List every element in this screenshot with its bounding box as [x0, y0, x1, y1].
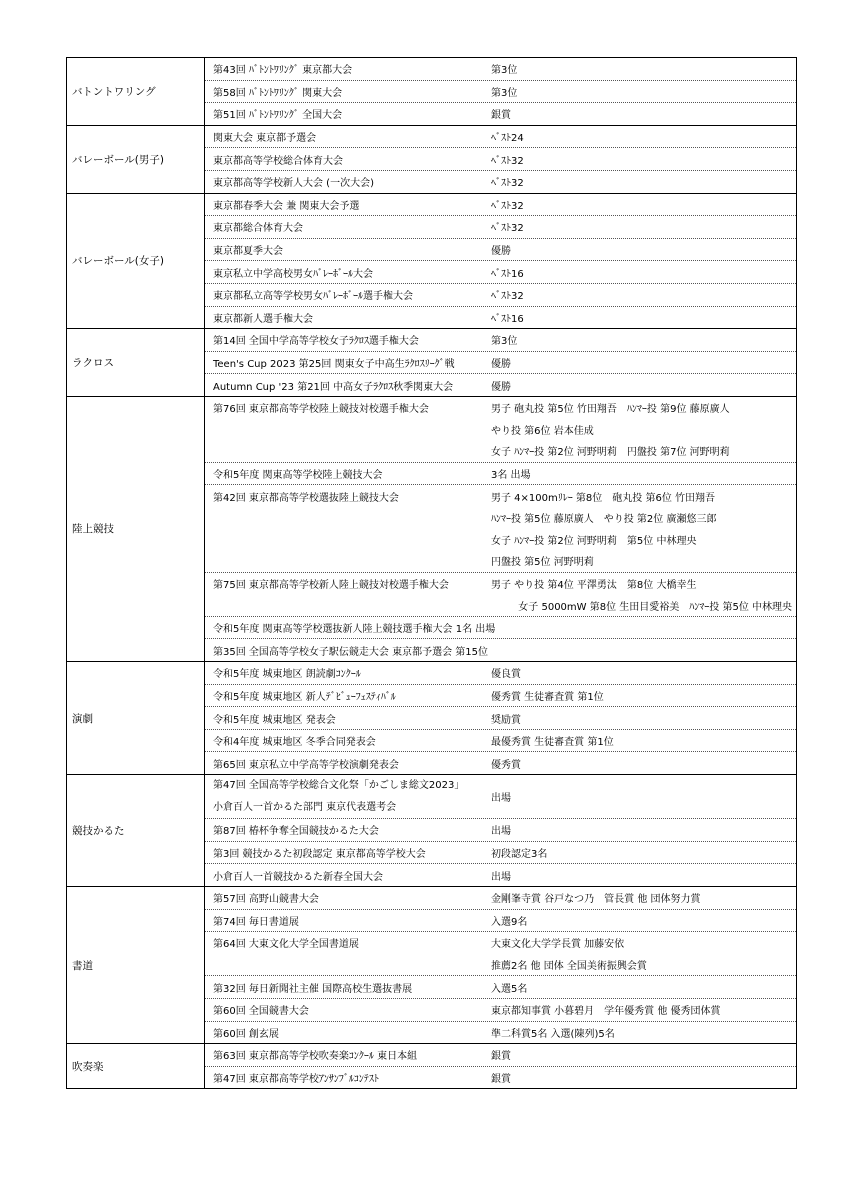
category-name: バレーボール(男子) — [67, 126, 205, 193]
event-name: 令和5年度 関東高等学校陸上競技大会 — [213, 469, 383, 481]
result-text: 円盤投 第5位 河野明莉 — [491, 557, 594, 569]
event-line — [205, 528, 796, 550]
category-rows — [205, 887, 796, 1043]
event-line — [205, 216, 796, 238]
result-text: 初段認定3名 — [491, 849, 548, 861]
event-line — [205, 103, 796, 125]
event-line — [205, 775, 796, 818]
event-name: 第3回 競技かるた初段認定 東京都高等学校大会 — [213, 849, 426, 861]
result-text: ﾍﾞｽﾄ32 — [491, 223, 524, 235]
category-rows — [205, 775, 796, 886]
category-name: 演劇 — [67, 662, 205, 774]
event-line — [205, 752, 796, 774]
event-line — [205, 194, 796, 216]
result-text: 第3位 — [491, 336, 518, 348]
event-line — [205, 617, 796, 639]
category-rows — [205, 397, 796, 661]
category-section — [67, 886, 796, 1043]
result-text: 入選5名 — [491, 983, 528, 995]
event-line — [205, 284, 796, 306]
category-section — [67, 661, 796, 774]
category-name: 書道 — [67, 887, 205, 1043]
result-text: ﾍﾞｽﾄ32 — [491, 178, 524, 190]
event-line — [205, 1022, 796, 1044]
result-text: 金剛峯寺賞 谷戸なつ乃 管長賞 他 団体努力賞 — [491, 894, 701, 906]
event-line — [205, 707, 796, 729]
event-line — [205, 171, 796, 193]
result-text: 第3位 — [491, 87, 518, 99]
event-name: 第51回 ﾊﾞﾄﾝﾄﾜﾘﾝｸﾞ 全国大会 — [213, 110, 343, 122]
event-name: 令和5年度 城東地区 発表会 — [213, 714, 336, 726]
table-row — [205, 1021, 796, 1044]
category-name: バトントワリング — [67, 58, 205, 125]
result-text: 男子 やり投 第4位 平澤勇汰 第8位 大橋幸生 — [491, 579, 697, 591]
event-name: 第32回 毎日新聞社主催 国際高校生選抜書展 — [213, 983, 413, 995]
event-name: 小倉百人一首かるた部門 東京代表選考会 — [213, 801, 397, 813]
table-row — [205, 462, 796, 485]
table-row — [205, 215, 796, 238]
event-line — [205, 374, 796, 396]
event-line — [205, 639, 796, 661]
table-row — [205, 260, 796, 283]
table-row — [205, 102, 796, 125]
table-row — [205, 818, 796, 841]
result-text: 準二科賞5名 入選(陳列)5名 — [491, 1028, 615, 1040]
event-name: 関東大会 東京都予選会 — [213, 133, 317, 145]
result-text: ﾍﾞｽﾄ32 — [491, 155, 524, 167]
table-row — [205, 373, 796, 396]
table-row — [205, 1066, 796, 1089]
event-name: 第43回 ﾊﾞﾄﾝﾄﾜﾘﾝｸﾞ 東京都大会 — [213, 65, 353, 77]
table-row — [205, 58, 796, 80]
event-name: 東京都私立高等学校男女ﾊﾞﾚｰﾎﾞｰﾙ選手権大会 — [213, 291, 413, 303]
event-line — [205, 999, 796, 1021]
event-line — [205, 419, 796, 441]
result-text: 優秀賞 生徒審査賞 第1位 — [491, 691, 604, 703]
event-line — [205, 976, 796, 998]
result-text: 優勝 — [491, 359, 511, 371]
event-name: 東京都夏季大会 — [213, 246, 283, 258]
event-name: 第14回 全国中学高等学校女子ﾗｸﾛｽ選手権大会 — [213, 336, 419, 348]
event-name: Teen's Cup 2023 第25回 関東女子中高生ﾗｸﾛｽﾘｰｸﾞ戦 — [213, 359, 455, 371]
result-text: やり投 第6位 岩本佳成 — [491, 425, 594, 437]
result-text: ﾍﾞｽﾄ16 — [491, 268, 524, 280]
table-row — [205, 351, 796, 374]
table-row — [205, 998, 796, 1021]
event-line — [205, 819, 796, 841]
event-line — [205, 887, 796, 909]
event-name: 東京都総合体育大会 — [213, 223, 303, 235]
event-name: 第87回 椿杯争奪全国競技かるた大会 — [213, 826, 379, 838]
event-names — [205, 775, 491, 818]
table-row — [205, 397, 796, 462]
event-line — [205, 864, 796, 886]
table-row — [205, 80, 796, 103]
table-row — [205, 751, 796, 774]
results-table — [66, 57, 797, 1089]
result-text: 優良賞 — [491, 669, 521, 681]
table-row — [205, 638, 796, 661]
event-line — [205, 126, 796, 148]
event-line — [205, 842, 796, 864]
result-text: 最優秀賞 生徒審査賞 第1位 — [491, 737, 614, 749]
event-name: 第47回 東京都高等学校ｱﾝｻﾝﾌﾞﾙｺﾝﾃｽﾄ — [213, 1074, 379, 1086]
table-row — [205, 238, 796, 261]
event-name: 第65回 東京私立中学高等学校演劇発表会 — [213, 759, 399, 771]
category-rows — [205, 1044, 796, 1088]
table-row — [205, 194, 796, 216]
category-section — [67, 774, 796, 886]
result-text: 優秀賞 — [491, 759, 521, 771]
event-name: 第60回 創玄展 — [213, 1028, 279, 1040]
result-text: 出場 — [491, 793, 511, 805]
event-line — [205, 1044, 796, 1066]
event-line — [205, 329, 796, 351]
category-name: ラクロス — [67, 329, 205, 396]
event-line — [205, 954, 796, 976]
result-text: 女子 ﾊﾝﾏｰ投 第2位 河野明莉 第5位 中林理央 — [491, 535, 697, 547]
event-line — [205, 507, 796, 529]
event-name: 令和5年度 関東高等学校選抜新人陸上競技選手権大会 1名 出場 — [213, 624, 496, 636]
result-text: ﾍﾞｽﾄ24 — [491, 133, 524, 145]
category-section — [67, 328, 796, 396]
table-row — [205, 887, 796, 909]
event-line — [205, 685, 796, 707]
event-name: 第64回 大東文化大学全国書道展 — [213, 939, 359, 951]
result-text: 奨励賞 — [491, 714, 521, 726]
event-line — [205, 463, 796, 485]
result-text: 3名 出場 — [491, 469, 531, 481]
table-row — [205, 706, 796, 729]
event-name: Autumn Cup '23 第21回 中高女子ﾗｸﾛｽ秋季関東大会 — [213, 381, 454, 393]
table-row — [205, 616, 796, 639]
event-line — [205, 932, 796, 954]
result-text: 銀賞 — [491, 1051, 511, 1063]
result-text: ﾍﾞｽﾄ32 — [491, 200, 524, 212]
category-section — [67, 1043, 796, 1088]
table-row — [205, 1044, 796, 1066]
event-line — [205, 485, 796, 507]
event-name: 東京都高等学校新人大会 (一次大会) — [213, 178, 374, 190]
result-text: 東京都知事賞 小暮碧月 学年優秀賞 他 優秀団体賞 — [491, 1006, 721, 1018]
event-line — [205, 440, 796, 462]
event-line — [205, 352, 796, 374]
result-text: 男子 4×100mﾘﾚｰ 第8位 砲丸投 第6位 竹田翔吾 — [491, 492, 716, 504]
result-text: ﾍﾞｽﾄ32 — [491, 291, 524, 303]
event-line — [205, 573, 796, 595]
event-line — [205, 662, 796, 684]
event-line — [205, 148, 796, 170]
result-text: 出場 — [491, 826, 511, 838]
table-row — [205, 775, 796, 818]
result-text: 優勝 — [491, 381, 511, 393]
result-text: 優勝 — [491, 246, 511, 258]
event-name: 第35回 全国高等学校女子駅伝競走大会 東京都予選会 第15位 — [213, 646, 488, 658]
event-line — [205, 594, 796, 616]
event-name: 第63回 東京都高等学校吹奏楽ｺﾝｸｰﾙ 東日本組 — [213, 1051, 418, 1063]
event-name: 東京都高等学校総合体育大会 — [213, 155, 343, 167]
event-line — [205, 397, 796, 419]
table-row — [205, 931, 796, 975]
table-row — [205, 572, 796, 616]
event-name: 第57回 高野山競書大会 — [213, 894, 319, 906]
table-row — [205, 306, 796, 329]
event-line — [205, 81, 796, 103]
result-text: 入選9名 — [491, 916, 528, 928]
event-line — [205, 910, 796, 932]
table-row — [205, 909, 796, 932]
result-text: 銀賞 — [491, 1074, 511, 1086]
result-text: 男子 砲丸投 第5位 竹田翔吾 ﾊﾝﾏｰ投 第9位 藤原廣人 — [491, 404, 730, 416]
table-row — [205, 975, 796, 998]
event-line — [205, 307, 796, 329]
event-name: 第75回 東京都高等学校新人陸上競技対校選手権大会 — [213, 579, 449, 591]
event-name: 第47回 全国高等学校総合文化祭「かごしま総文2023」 — [213, 780, 465, 791]
result-text: 推薦2名 他 団体 全国美術振興会賞 — [491, 961, 647, 973]
event-line — [205, 58, 796, 80]
table-row — [205, 147, 796, 170]
table-row — [205, 484, 796, 571]
result-text: 銀賞 — [491, 110, 511, 122]
category-section — [67, 58, 796, 125]
table-row — [205, 329, 796, 351]
event-name: 令和5年度 城東地区 朗読劇ｺﾝｸｰﾙ — [213, 669, 361, 681]
event-name: 小倉百人一首競技かるた新春全国大会 — [213, 871, 383, 883]
table-row — [205, 684, 796, 707]
event-name: 令和4年度 城東地区 冬季合同発表会 — [213, 737, 376, 749]
table-row — [205, 841, 796, 864]
category-rows — [205, 662, 796, 774]
event-name: 第76回 東京都高等学校陸上競技対校選手権大会 — [213, 404, 429, 416]
category-name: 吹奏楽 — [67, 1044, 205, 1088]
result-text: 女子 5000mW 第8位 生田目愛裕美 ﾊﾝﾏｰ投 第5位 中林理央 — [518, 601, 792, 613]
event-line — [205, 239, 796, 261]
event-name: 東京都春季大会 兼 関東大会予選 — [213, 200, 360, 212]
table-row — [205, 662, 796, 684]
event-line — [205, 550, 796, 572]
result-text: 出場 — [491, 871, 511, 883]
table-row — [205, 126, 796, 148]
category-section — [67, 125, 796, 193]
result-text: 大東文化大学学長賞 加藤安依 — [491, 939, 625, 951]
event-name: 第60回 全国競書大会 — [213, 1006, 309, 1018]
event-name: 東京都新人選手権大会 — [213, 313, 313, 325]
category-rows — [205, 194, 796, 329]
category-name: 陸上競技 — [67, 397, 205, 661]
category-rows — [205, 329, 796, 396]
table-row — [205, 283, 796, 306]
result-text: 第3位 — [491, 65, 518, 77]
event-name: 令和5年度 城東地区 新人ﾃﾞﾋﾞｭｰﾌｪｽﾃｨﾊﾞﾙ — [213, 691, 396, 703]
category-name: 競技かるた — [67, 775, 205, 886]
category-section — [67, 193, 796, 329]
event-name: 第58回 ﾊﾞﾄﾝﾄﾜﾘﾝｸﾞ 関東大会 — [213, 87, 343, 99]
table-row — [205, 863, 796, 886]
event-name: 第74回 毎日書道展 — [213, 916, 299, 928]
category-rows — [205, 126, 796, 193]
table-row — [205, 729, 796, 752]
result-text: ﾊﾝﾏｰ投 第5位 藤原廣人 やり投 第2位 廣瀬悠三郎 — [491, 514, 717, 526]
event-line — [205, 261, 796, 283]
category-name: バレーボール(女子) — [67, 194, 205, 329]
result-text: ﾍﾞｽﾄ16 — [491, 313, 524, 325]
category-rows — [205, 58, 796, 125]
event-name: 東京私立中学高校男女ﾊﾞﾚｰﾎﾞｰﾙ大会 — [213, 268, 373, 280]
table-row — [205, 170, 796, 193]
result-text: 女子 ﾊﾝﾏｰ投 第2位 河野明莉 円盤投 第7位 河野明莉 — [491, 447, 730, 459]
category-section — [67, 396, 796, 661]
event-line — [205, 1067, 796, 1089]
event-line — [205, 730, 796, 752]
event-name: 第42回 東京都高等学校選抜陸上競技大会 — [213, 492, 399, 504]
